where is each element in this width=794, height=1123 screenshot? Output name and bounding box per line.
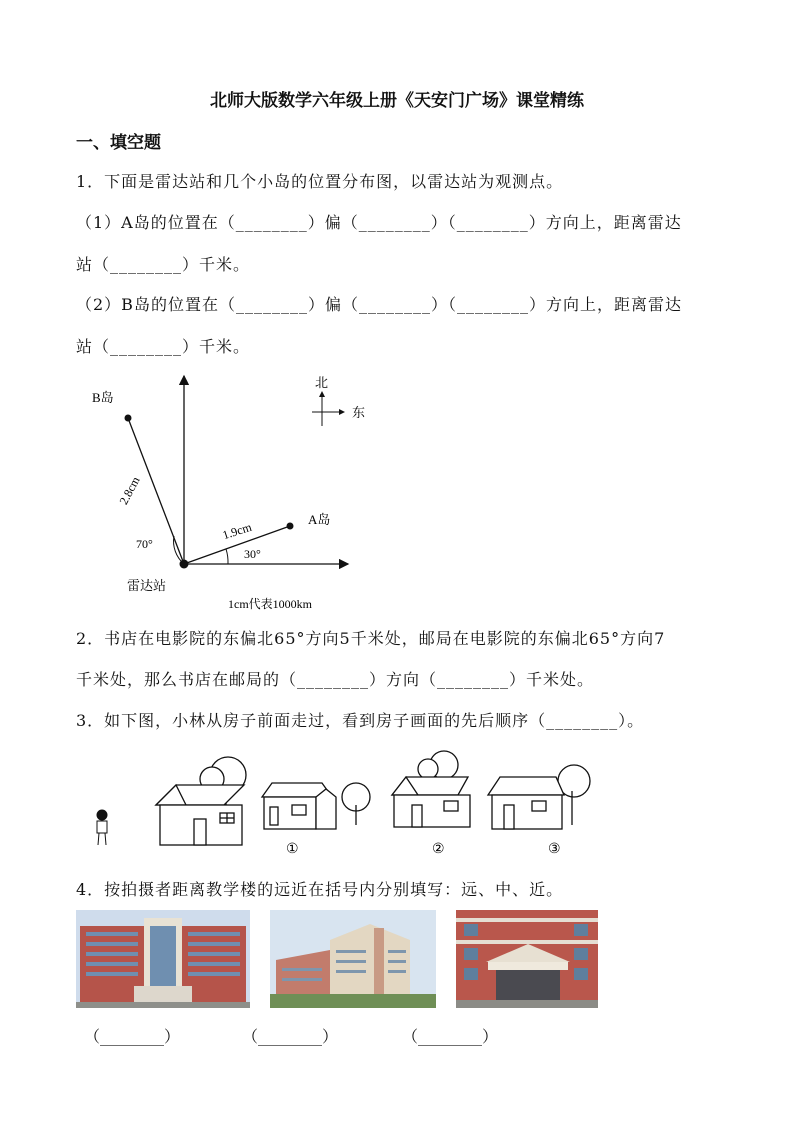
q4-blank-1[interactable]: （________） <box>84 1027 181 1046</box>
house-view-1-icon <box>262 783 370 829</box>
north-label: 北 <box>315 375 329 390</box>
a-island-point <box>287 523 294 530</box>
q2-line1: 2．书店在电影院的东偏北65°方向5千米处，邮局在电影院的东偏北65°方向7 <box>76 629 666 648</box>
q1-part1-line2: 站（________）千米。 <box>76 255 251 274</box>
q2-line2: 千米处，那么书店在邮局的（________）方向（________）千米处。 <box>76 670 595 689</box>
building-photo-3 <box>456 910 598 1008</box>
b-distance-label: 2.8cm <box>116 474 143 507</box>
q4-stem: 4．按拍摄者距离教学楼的远近在括号内分别填写：远、中、近。 <box>76 880 564 899</box>
view-label-2: ② <box>432 842 445 857</box>
page-title: 北师大版数学六年级上册《天安门广场》课堂精练 <box>210 91 584 111</box>
b-angle-label: 70° <box>136 537 153 551</box>
radar-station-label: 雷达站 <box>127 578 167 593</box>
house-view-3-icon <box>488 765 590 829</box>
section-heading-fill-blank: 一、填空题 <box>76 133 161 153</box>
a-angle-label: 30° <box>244 547 261 561</box>
q1-stem: 1．下面是雷达站和几个小岛的位置分布图，以雷达站为观测点。 <box>76 172 564 191</box>
house-big-icon <box>156 757 246 845</box>
q1-part2-line1: （2）B岛的位置在（________）偏（________）（________）方向上，距离雷达 <box>76 295 682 314</box>
east-label: 东 <box>352 405 366 420</box>
q1-part2-line2: 站（________）千米。 <box>76 337 251 356</box>
building-photo-1 <box>76 910 250 1008</box>
scale-label: 1cm代表1000km <box>228 597 312 611</box>
view-label-1: ① <box>286 842 299 857</box>
b-island-label: B岛 <box>92 390 114 405</box>
q4-blank-2[interactable]: （________） <box>242 1027 339 1046</box>
angle-arc-a <box>226 549 228 564</box>
house-views-figure <box>86 745 606 860</box>
child-figure-icon <box>97 810 107 845</box>
q1-part1-line1: （1）A岛的位置在（________）偏（________）（________）方向上，距离雷达 <box>76 213 682 232</box>
house-view-2-icon <box>392 751 470 827</box>
q4-blank-3[interactable]: （________） <box>402 1027 499 1046</box>
compass-icon <box>300 372 380 432</box>
b-island-point <box>125 415 132 422</box>
view-label-3: ③ <box>548 842 561 857</box>
q3-stem: 3．如下图，小林从房子前面走过，看到房子画面的先后顺序（________）。 <box>76 711 645 730</box>
a-distance-label: 1.9cm <box>220 519 254 543</box>
a-island-label: A岛 <box>308 512 331 527</box>
building-photo-2 <box>270 910 436 1008</box>
